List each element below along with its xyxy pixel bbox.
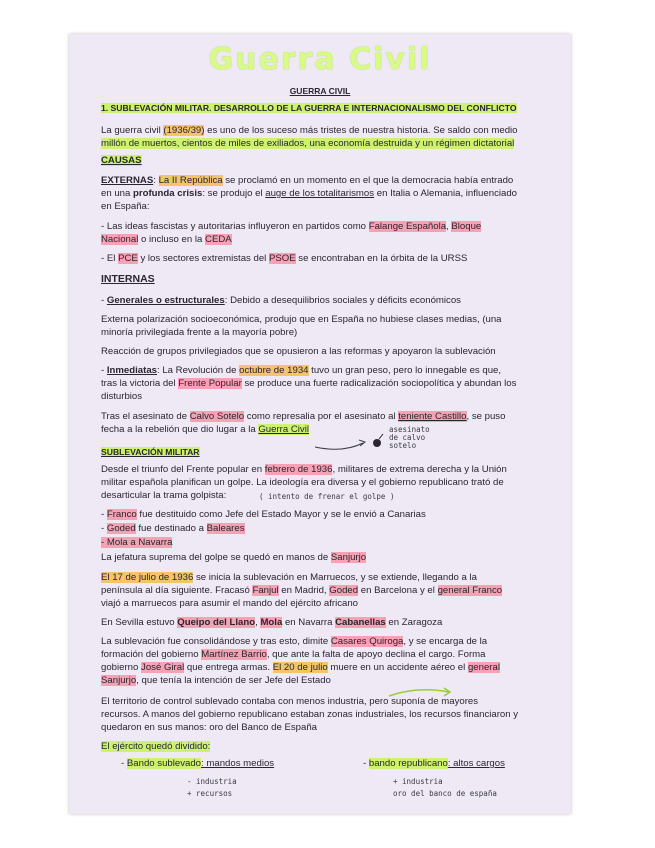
subtitle: GUERRA CIVIL <box>289 86 351 96</box>
bomb-icon <box>373 439 381 447</box>
jefatura-line: La jefatura suprema del golpe se quedó en manos de Sanjurjo <box>101 552 367 563</box>
consolid-line-1: La sublevación fue consolidándose y tras esto, dimite Casares Quiroga, y se encarga de la <box>101 636 488 647</box>
territorio-line-3: quedaron en sus manos: oro del Banco de España <box>101 722 318 733</box>
inmediatas-line-2: tras la victoria del Frente Popular se produce una fuerte radicalización sociopolítica y abundan los <box>101 378 517 389</box>
handwritten-left-1: - industria <box>187 777 237 786</box>
arrow-annotation <box>313 427 393 453</box>
heading-sublevacion: SUBLEVACIÓN MILITAR <box>101 447 200 457</box>
heading-causas: CAUSAS <box>101 155 142 166</box>
asesinato-line-2: fecha a la rebelión que dio lugar a la Guerra Civil <box>101 424 309 435</box>
consolid-line-2: formación del gobierno Martínez Barrio, que ante la falta de apoyo declina el cargo. Forma <box>101 649 486 660</box>
consolid-line-3: gobierno José Giral que entrega armas. El 20 de julio muere en un accidente aéreo el general <box>101 662 500 673</box>
polarizacion-line-1: Externa polarización socioeconómica, produjo que en España no hubiese clases medias, (una <box>101 314 502 325</box>
section-heading-1: 1. SUBLEVACIÓN MILITAR. DESARROLLO DE LA GUERRA E INTERNACIONALISMO DEL CONFLICTO <box>101 103 517 113</box>
handwritten-note-asesinato: asesinato de calvo sotelo <box>389 425 430 450</box>
julio17-line-1: El 17 de julio de 1936 se inicia la sublevación en Marruecos, y se extiende, llegando a la <box>101 572 477 583</box>
intro-line-1: La guerra civil (1936/39) es uno de los suceso más tristes de nuestra historia. Se saldo con medio <box>101 125 518 136</box>
bando-sublevado: - Bando sublevado: mandos medios <box>121 758 275 769</box>
inmediatas-line-1: - Inmediatas: La Revolución de octubre de 1934 tuvo un gran peso, pero lo innegable es que, <box>101 365 502 376</box>
desde-line-2: militar española planifican un golpe. La ideología era diversa y el gobierno republicano trató de <box>101 477 504 488</box>
bando-republicano: - bando republicano: altos cargos <box>363 758 505 769</box>
desde-line-3: desarticular la trama golpista: <box>101 490 227 501</box>
julio17-line-3: viajó a marruecos para asumir el mando del ejército africano <box>101 598 359 609</box>
heading-internas: INTERNAS <box>101 273 155 285</box>
intro-line-2: millón de muertos, cientos de miles de exiliados, una economía destruida y un régimen dictatorial <box>101 138 515 149</box>
handwritten-right-1: + industria <box>393 777 443 786</box>
handwritten-right-2: oro del banco de españa <box>393 789 497 798</box>
notes-page <box>69 34 571 814</box>
franco-line: - Franco fue destituido como Jefe del Estado Mayor y se le envió a Canarias <box>101 509 426 520</box>
julio17-line-2: península al día siguiente. Fracasó Fanjul en Madrid, Goded en Barcelona y el general Franco <box>101 585 503 596</box>
desde-line-1: Desde el triunfo del Frente popular en febrero de 1936, militares de extrema derecha y la Unión <box>101 464 507 475</box>
asesinato-line-1: Tras el asesinato de Calvo Sotelo como represalia por el asesinato al teniente Castillo, se puso <box>101 411 506 422</box>
territorio-line-2: recursos. A manos del gobierno republicano estaban zonas industriales, los recursos financiaron y <box>101 709 519 720</box>
handwritten-note-golpe: ( intento de frenar el golpe ) <box>259 492 395 501</box>
territorio-line-1: El territorio de control sublevado contaba con menos industria, pero suponía de mayores <box>101 696 479 707</box>
pce-line: - El PCE y los sectores extremistas del PSOE se encontraban en la órbita de la URSS <box>101 253 468 264</box>
handwritten-left-2: + recursos <box>187 789 233 798</box>
consolid-line-4: Sanjurjo, que tenía la intención de ser Jefe del Estado <box>101 675 331 686</box>
ejercito-line: El ejército quedó dividido: <box>101 741 211 752</box>
sevilla-line: En Sevilla estuvo Queipo del Llano, Mola en Navarra Cabanellas en Zaragoza <box>101 617 443 628</box>
mola-line: - Mola a Navarra <box>101 537 173 548</box>
polarizacion-line-2: minoría privilegiada frente a la mayoría pobre) <box>101 327 298 338</box>
page-title: Guerra Civil <box>208 42 432 77</box>
externas-line-1: EXTERNAS: La II República se proclamó en un momento en el que la democracia había entrado <box>101 175 514 186</box>
goded-line: - Goded fue destinado a Baleares <box>101 523 245 534</box>
inmediatas-line-3: disturbios <box>101 391 143 402</box>
ideas-line-2: Nacional o incluso en la CEDA <box>101 234 232 245</box>
reaccion-line: Reacción de grupos privilegiados que se opusieron a las reformas y apoyaron la sublevación <box>101 346 496 357</box>
generales-line: - Generales o estructurales: Debido a desequilibrios sociales y déficits económicos <box>101 295 461 306</box>
ideas-line-1: - Las ideas fascistas y autoritarias influyeron en partidos como Falange Española, Bloque <box>101 221 482 232</box>
externas-line-2: en una profunda crisis: se produjo el auge de los totalitarismos en Italia o Alemania, influenciado <box>101 188 517 199</box>
externas-line-3: en España: <box>101 201 150 212</box>
